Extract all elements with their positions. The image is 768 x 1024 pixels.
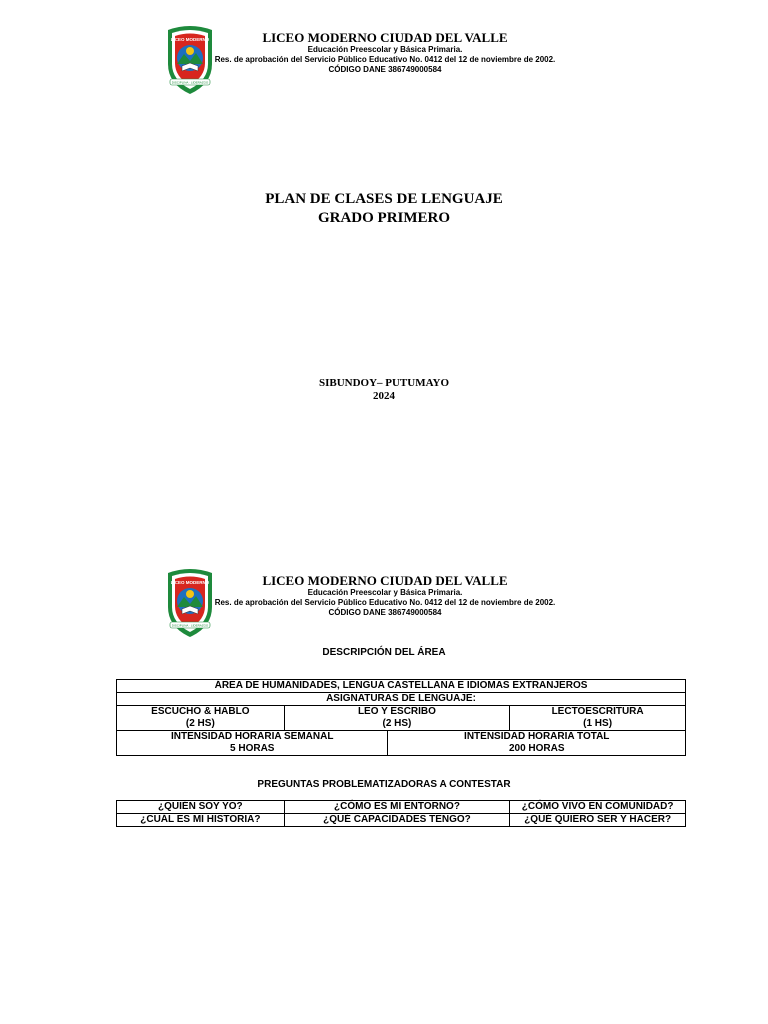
subject-cell <box>117 706 285 731</box>
question-cell: ¿CÓMO VIVO EN COMUNIDAD? <box>510 801 686 814</box>
letterhead-text <box>214 567 556 618</box>
letterhead-text <box>214 24 556 75</box>
cover-year: 2024 <box>373 390 395 402</box>
cover-title-line2: GRADO PRIMERO <box>317 210 451 226</box>
svg-text:LICEO MODERNO: LICEO MODERNO <box>170 580 210 585</box>
subject-name: LEO Y ESCRIBO <box>357 706 436 717</box>
question-cell: ¿CÓMO ES MI ENTORNO? <box>284 801 510 814</box>
svg-text:LICEO MODERNO: LICEO MODERNO <box>170 37 210 42</box>
school-name: LICEO MODERNO CIUDAD DEL VALLE <box>262 30 508 45</box>
total-hours-value: 200 HORAS <box>508 743 565 754</box>
question-cell: ¿QUÉ CAPACIDADES TENGO? <box>284 814 510 827</box>
area-name-cell: ÁREA DE HUMANIDADES, LENGUA CASTELLANA E IDIOMAS EXTRANJEROS <box>117 680 686 693</box>
weekly-hours-cell <box>117 731 388 756</box>
cover-place <box>0 377 768 403</box>
cover-location: SIBUNDOY– PUTUMAYO <box>318 377 450 389</box>
table-row <box>117 731 686 756</box>
school-shield-logo <box>166 567 214 639</box>
subject-cell <box>284 706 510 731</box>
table-row <box>117 693 686 706</box>
total-hours-cell <box>388 731 686 756</box>
table-row <box>117 814 686 827</box>
table-row <box>117 801 686 814</box>
subjects-header-cell: ASIGNATURAS DE LENGUAJE: <box>117 693 686 706</box>
school-level: Educación Preescolar y Básica Primaria. <box>307 588 463 597</box>
school-resolution: Res. de aprobación del Servicio Público Educativo No. 0412 del 12 de noviembre de 2002. <box>214 55 556 64</box>
cover-title <box>0 190 768 228</box>
total-hours-label: INTENSIDAD HORARIA TOTAL <box>464 731 610 742</box>
questions-section-title: PREGUNTAS PROBLEMATIZADORAS A CONTESTAR <box>257 779 511 790</box>
question-cell: ¿CUÁL ES MI HISTORIA? <box>117 814 285 827</box>
letterhead-top <box>0 24 768 114</box>
table-row <box>117 706 686 731</box>
question-cell: ¿QUÉ QUIERO SER Y HACER? <box>510 814 686 827</box>
question-cell: ¿QUIÉN SOY YO? <box>117 801 285 814</box>
area-table <box>116 679 686 756</box>
school-level: Educación Preescolar y Básica Primaria. <box>307 45 463 54</box>
cover-title-line1: PLAN DE CLASES DE LENGUAJE <box>265 191 503 207</box>
area-section-title: DESCRIPCIÓN DEL ÁREA <box>322 647 446 658</box>
questions-table <box>116 800 686 827</box>
school-dane-code: CÓDIGO DANE 386749000584 <box>328 608 442 617</box>
school-shield-logo <box>166 24 214 96</box>
svg-text:DISCIPLINA · LIDERAZGO: DISCIPLINA · LIDERAZGO <box>171 623 209 628</box>
subject-hours: (1 HS) <box>583 718 613 729</box>
school-name: LICEO MODERNO CIUDAD DEL VALLE <box>262 573 508 588</box>
letterhead-second <box>0 567 768 657</box>
table-row <box>117 680 686 693</box>
weekly-hours-label: INTENSIDAD HORARIA SEMANAL <box>171 731 334 742</box>
subject-name: ESCUCHO & HABLO <box>151 706 250 717</box>
school-dane-code: CÓDIGO DANE 386749000584 <box>328 65 442 74</box>
subject-hours: (2 HS) <box>382 718 412 729</box>
subject-hours: (2 HS) <box>185 718 215 729</box>
school-resolution: Res. de aprobación del Servicio Público Educativo No. 0412 del 12 de noviembre de 2002. <box>214 598 556 607</box>
weekly-hours-value: 5 HORAS <box>230 743 275 754</box>
subject-cell <box>510 706 686 731</box>
subject-name: LECTOESCRITURA <box>551 706 644 717</box>
svg-text:DISCIPLINA · LIDERAZGO: DISCIPLINA · LIDERAZGO <box>171 80 209 85</box>
